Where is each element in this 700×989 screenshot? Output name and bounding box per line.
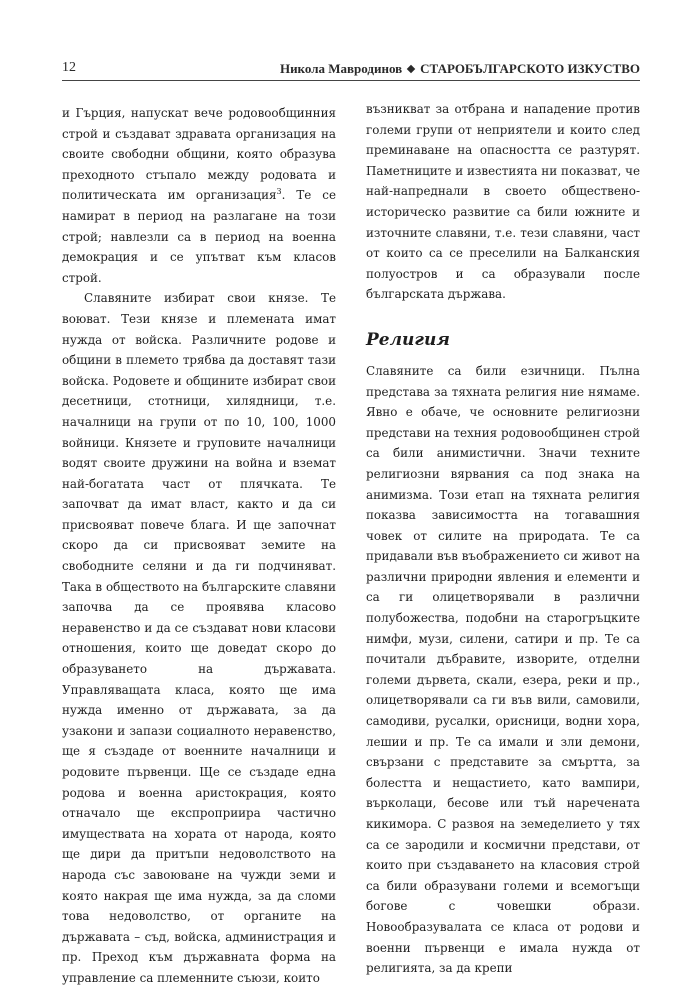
section-heading: Религия [366,329,450,350]
paragraph [62,103,336,288]
left-column [62,103,336,989]
paragraph: Славяните избират свои князе. Те воюват. Тези князе и племената имат нужда от войска. Различните родове и общини в племето трябва да доставят тази войска. Родовете и общините избират свои десетници, стотници, хилядници, т.е. началници на групи от по 10, 100, 1000 войници. Князете и груповите началници водят своите дружини на война и вземат най-богатата част от плячката. Те започват да имат власт, както и да си присвояват повече блага. И ще започнат скоро да си присвояват земите на свободните селяни и да ги подчиняват. Така в обществото на българските славяни започва да се проявява класово неравенство и да се създават нови класови отношения, които ще доведат скоро до образуването на държавата. Управляващата класа, която ще има нужда именно от държавата, за да узакони и запази социалното неравенство, ще я създаде от военните началници и родовите първенци. Ще се създаде една родова и военна аристокрация, която отначало ще експроприира частично имуществата на хората от народа, която ще дири да притъпи недоволството на народа със завоюване на чужди земи и която накрая ще има нужда, за да сломи това недоволство, от органите на държавата – съд, войска, администрация и пр. Преход към държавната форма на управление са племенните съюзи, които [62,291,336,985]
paragraph: Славяните са били езичници. Пълна представа за тяхната религия ние нямаме. Явно е обаче, че основните религиозни представи на техния родовообщинен строй са били анимистични. Значи техните религиозни вярвания са под знака на анимизма. Този етап на тяхната религия показва зависимостта на тогавашния човек от силите на природата. Те са придавали във въображението си живот на различни природни явления и елементи и са ги олицетворявали в различни полубожества, подобни на старогръцките нимфи, музи, силени, сатири и пр. Те са почитали дъбравите, изворите, отделни големи дървета, скали, езера, реки и пр., олицетворявали са ги във вили, самовили, самодиви, русалки, орисници, водни хора, лешии и пр. Те са имали и зли демони, свързани с представите за смъртта, за болестта и нещастието, като вампири, върколаци, бесове или тъй наречената кикимора. С развоя на земеделието у тях са се зародили и космични представи, от които при създаването на класовия строй са били образувани големи и всемогъщи богове с човешки образи. Новообразувалата се класа от родови и военни първенци е имала нужда от религията, за да крепи [366,363,640,976]
footnote-marker: 3 [276,187,282,197]
page-number: 12 [62,60,76,75]
running-title [280,61,640,77]
right-column [366,99,640,979]
author-name: Никола Мавродинов [279,61,403,76]
book-title: СТАРОБЪЛГАРСКОТО ИЗКУСТВО [420,61,640,76]
paragraph-text: и Гърция, напускат вече родовообщинния строй и създават здравата организация на своите свободни общини, която образува преходното стъпало между родовата и политическата им организация [62,106,336,203]
paragraph-text: . Те се намират в период на разлагане на този строй; навлезли са в период на военна демокрация и се упътват към класов строй. [62,188,336,285]
paragraph: възникват за отбрана и нападение против големи групи от неприятели и които след преминаване на опасността се разтурят. Паметниците и известията ни показват, че най-напреднали в своето обществено-историческо развитие са били южните и източните славяни, т.е. тези славяни, част от които са се преселили на Балканския полуостров и са образували после българската държава. [366,102,640,302]
diamond-separator-icon [407,65,415,73]
running-head [62,58,640,78]
header-rule [62,80,640,81]
